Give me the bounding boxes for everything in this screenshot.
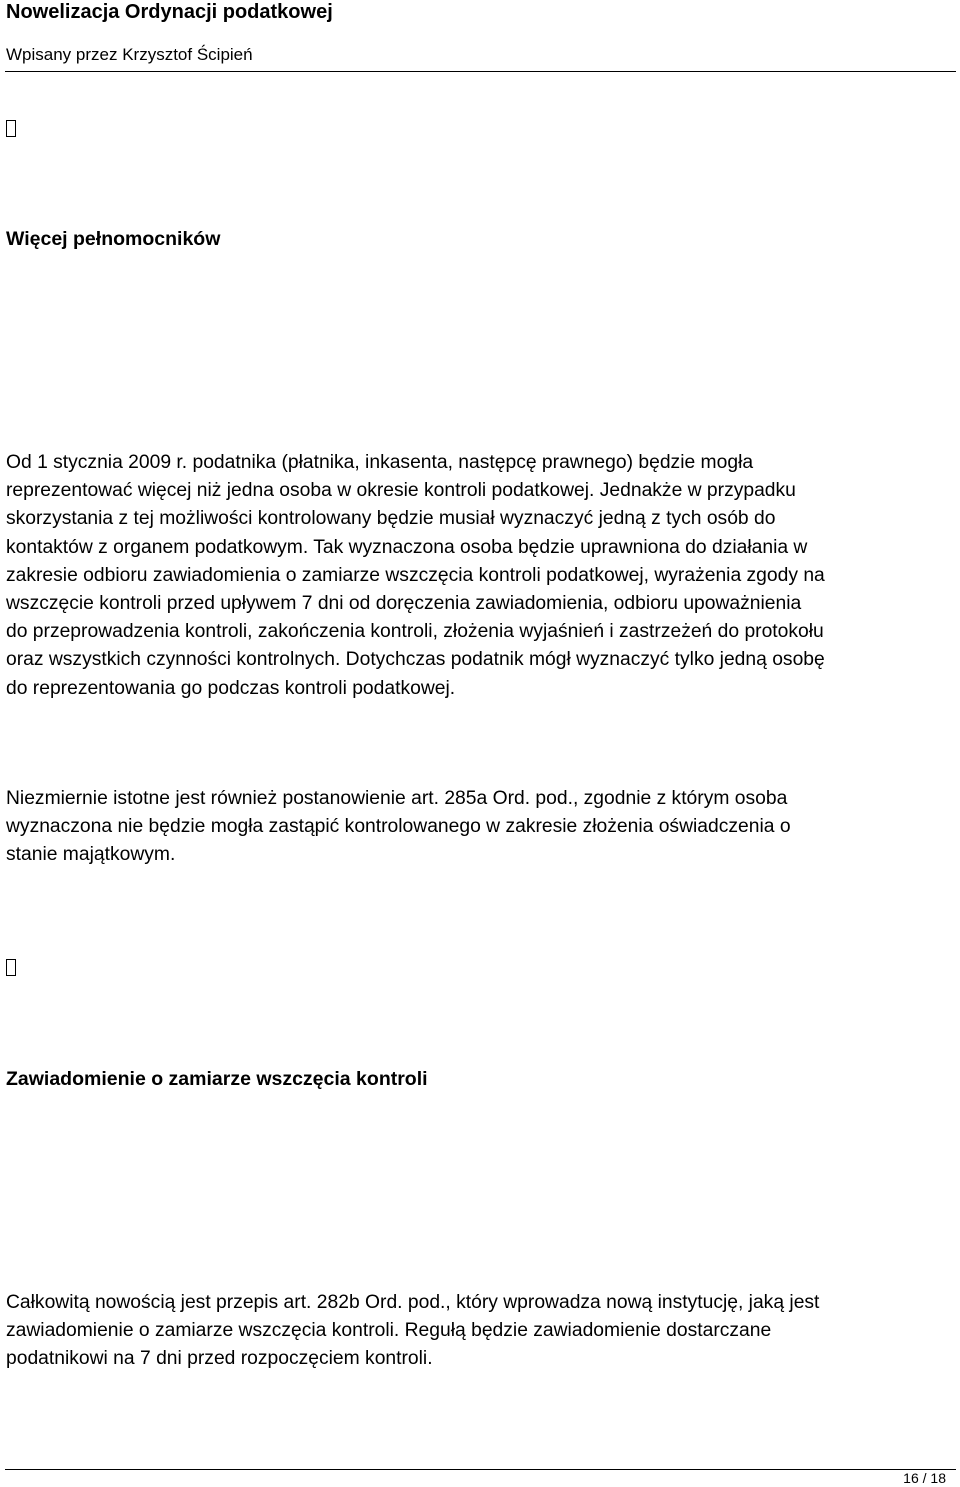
paragraph-line: skorzystania z tej możliwości kontrolowany będzie musiał wyznaczyć jedną z tych osób do — [6, 508, 776, 530]
paragraph-line: Od 1 stycznia 2009 r. podatnika (płatnika, inkasenta, następcę prawnego) będzie mogła — [6, 452, 754, 473]
paragraph-line: stanie majątkowym. — [6, 844, 176, 866]
paragraph — [6, 449, 956, 703]
paragraph-line: do przeprowadzenia kontroli, zakończenia kontroli, złożenia wyjaśnień i zastrzeżeń do protokołu — [6, 621, 824, 643]
paragraph-line: kontaktów z organem podatkowym. Tak wyznaczona osoba będzie uprawniona do działania w — [6, 536, 808, 558]
paragraph-line: Niezmiernie istotne jest również postanowienie art. 285a Ord. pod., zgodnie z którym osoba — [6, 788, 788, 809]
document-title: Nowelizacja Ordynacji podatkowej — [6, 1, 333, 23]
paragraph — [6, 785, 956, 870]
paragraph-line: wyznaczona nie będzie mogła zastąpić kontrolowanego w zakresie złożenia oświadczenia o — [6, 816, 791, 838]
footer-divider — [5, 1469, 956, 1470]
paragraph-line: reprezentować więcej niż jedna osoba w okresie kontroli podatkowej. Jednakże w przypadku — [6, 480, 796, 502]
paragraph-line: Całkowitą nowością jest przepis art. 282b Ord. pod., który wprowadza nową instytucję, jaką jest — [6, 1292, 820, 1313]
section-heading: Więcej pełnomocników — [6, 228, 221, 250]
section-heading: Zawiadomienie o zamiarze wszczęcia kontroli — [6, 1068, 428, 1090]
page-number: 16 / 18 — [903, 1470, 946, 1486]
paragraph-line: do reprezentowania go podczas kontroli podatkowej. — [6, 677, 456, 699]
missing-glyph-icon — [6, 118, 18, 138]
header-divider — [5, 71, 956, 72]
missing-glyph-icon — [6, 957, 18, 977]
paragraph-line: zakresie odbioru zawiadomienia o zamiarze wszczęcia kontroli podatkowej, wyrażenia zgody na — [6, 564, 825, 586]
paragraph — [6, 1289, 956, 1374]
paragraph-line: wszczęcie kontroli przed upływem 7 dni od doręczenia zawiadomienia, odbioru upoważnienia — [6, 593, 802, 615]
paragraph-line: oraz wszystkich czynności kontrolnych. Dotychczas podatnik mógł wyznaczyć tylko jedną osobę — [6, 649, 825, 671]
paragraph-line: zawiadomienie o zamiarze wszczęcia kontroli. Regułą będzie zawiadomienie dostarczane — [6, 1320, 772, 1342]
paragraph-line: podatnikowi na 7 dni przed rozpoczęciem kontroli. — [6, 1348, 433, 1370]
document-author: Wpisany przez Krzysztof Ścipień — [6, 45, 253, 64]
